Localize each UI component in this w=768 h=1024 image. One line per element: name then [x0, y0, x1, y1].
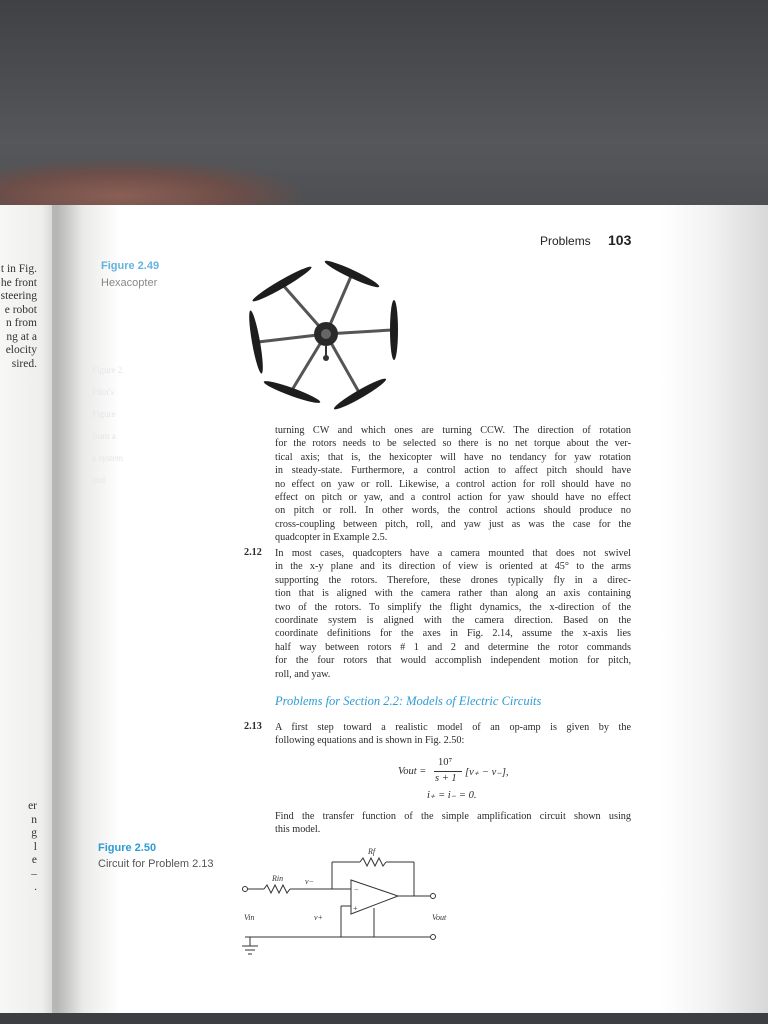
problem-2-13-number: 2.13 — [244, 721, 262, 732]
text-line: quadcopter in Example 2.5. — [275, 532, 388, 544]
text-line: this model. — [275, 824, 321, 836]
clipped-text-line: sired. — [11, 357, 37, 370]
clipped-text-line: ng at a — [6, 330, 37, 343]
text-line: in the x-y plane and its direction of view is oriented at 45° to the arms — [275, 561, 631, 573]
equation-2: i₊ = i₋ = 0. — [427, 790, 477, 801]
clipped-text-line: – — [31, 867, 37, 880]
text-line: no effect on yaw or roll. Likewise, a control action for roll should have no — [275, 478, 631, 490]
hexacopter-figure — [240, 258, 415, 413]
page-number: 103 — [608, 232, 632, 248]
text-line: turning CW and which ones are turning CCW. The direction of rotation — [275, 425, 631, 436]
text-line: In most cases, quadcopters have a camera mounted that does not swivel — [275, 548, 631, 559]
ghost-text-line: and — [92, 475, 105, 485]
figure-2-50-caption: Circuit for Problem 2.13 — [98, 858, 214, 870]
text-line: effect on pitch or yaw, and a control action for yaw should have no effect — [275, 492, 631, 503]
op-amp-circuit — [236, 840, 446, 965]
text-line: cross-coupling between pitch, roll, and yaw just as was the case for the — [275, 518, 631, 530]
section-heading: Problems for Section 2.2: Models of Electric Circuits — [275, 694, 542, 708]
text-line: two of the rotors. To simplify the flight dynamics, the x-direction of the — [275, 601, 631, 613]
text-line: for the rotors needs to be selected so there is no net torque about the ver- — [275, 438, 631, 450]
clipped-text-line: n — [31, 813, 37, 826]
clipped-text-line: elocity — [5, 344, 37, 356]
vplus-label: v+ — [314, 913, 323, 922]
problem-2-12-number: 2.12 — [244, 547, 262, 558]
gutter-shadow — [52, 205, 82, 1013]
clipped-text-line: g — [31, 827, 37, 839]
text-line: A first step toward a realistic model of an op-amp is given by the — [275, 722, 631, 733]
ghost-text-line: from a — [92, 431, 116, 441]
clipped-text-line: er — [28, 800, 37, 812]
ghost-text-line: a system — [92, 453, 124, 463]
rf-label: Rf — [368, 847, 376, 856]
vin-label: Vin — [244, 913, 255, 922]
vout-label: Vout — [432, 913, 447, 922]
text-line: in steady-state. Furthermore, a control action to affect pitch should have — [275, 465, 631, 477]
clipped-text-line: l — [33, 840, 37, 853]
clipped-text-line: . — [34, 881, 37, 893]
rin-label: Rin — [272, 874, 284, 883]
text-line: roll, and yaw. — [275, 668, 331, 680]
figure-2-49-caption: Hexacopter — [101, 277, 158, 289]
running-header: Problems — [540, 234, 591, 248]
text-line: coordinate definitions for the axes in Fig. 2.14, assume the x-axis lies — [275, 628, 631, 640]
text-line: supporting the rotors. Therefore, these drones typically fly in a direc- — [275, 574, 631, 586]
ghost-text-line: Pilot's — [92, 387, 115, 397]
clipped-text-line: n from — [6, 317, 37, 329]
minus-terminal: − — [354, 885, 359, 894]
plus-terminal: + — [353, 904, 358, 913]
ghost-text-line: Figure — [92, 409, 116, 419]
text-line: tical axis; that is, the hexicopter will have no tendancy for yaw rotation — [275, 451, 631, 463]
clipped-text-line: e — [31, 854, 37, 866]
clipped-text-line: steering — [0, 290, 37, 302]
equation-1-fraction-bar — [434, 771, 462, 772]
ghost-text-line: Figure 2. — [92, 365, 125, 375]
clipped-text-line: t in Fig. — [0, 263, 37, 275]
equation-1-lhs: Vout = — [398, 766, 427, 777]
text-line: Find the transfer function of the simple amplification circuit shown using — [275, 811, 631, 822]
text-line: following equations and is shown in Fig. 2.50: — [275, 735, 465, 747]
clipped-text-line: e robot — [4, 303, 37, 316]
equation-1-denominator: s + 1 — [435, 773, 457, 784]
clipped-text-line: he front — [0, 276, 37, 289]
figure-2-49-label: Figure 2.49 — [101, 260, 160, 272]
equation-1-numerator: 10⁷ — [438, 757, 453, 768]
text-line: coordinate system is aligned with the camera direction. Based on the — [275, 615, 631, 626]
vminus-label: v− — [305, 877, 314, 886]
text-line: for the four rotors that would accomplish independent motion for pitch, — [275, 655, 631, 667]
text-line: half way between rotors # 1 and 2 and determine the rotor commands — [275, 641, 631, 653]
text-line: on pitch or roll. In other words, the control actions should produce no — [275, 505, 631, 517]
text-line: tion that is aligned with the camera rather than along an axis containing — [275, 588, 631, 600]
figure-2-50-label: Figure 2.50 — [98, 842, 157, 854]
equation-1-rhs: [v₊ − v₋], — [465, 767, 509, 778]
